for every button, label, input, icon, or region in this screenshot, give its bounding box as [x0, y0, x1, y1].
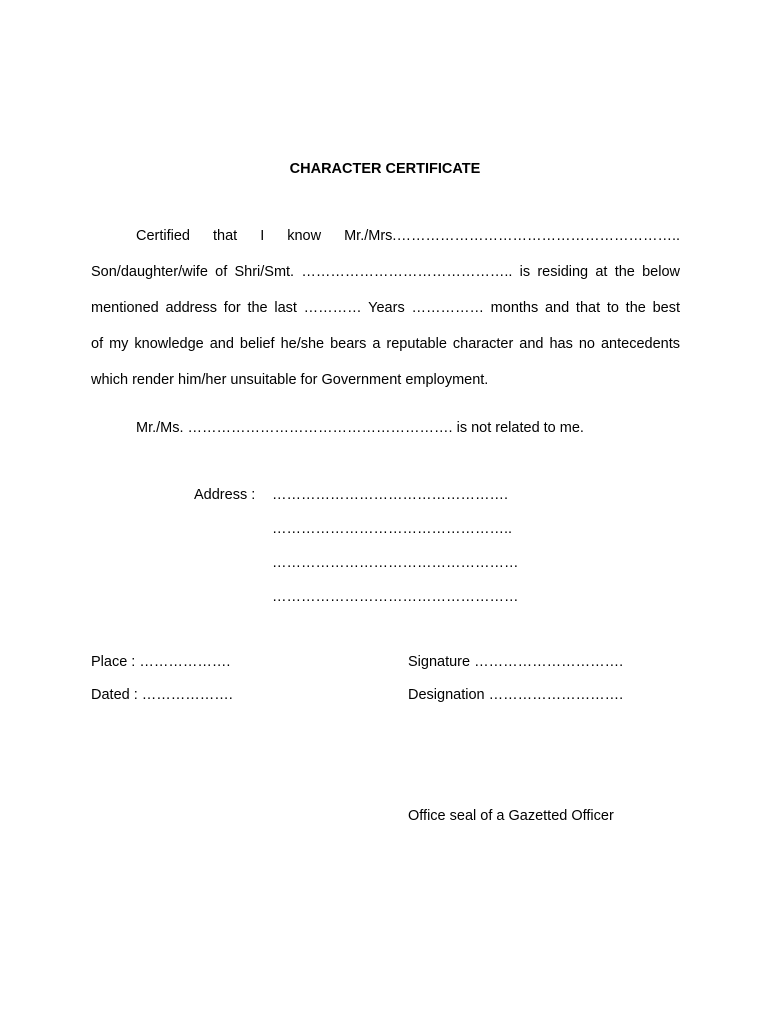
dated-field: Dated : ………………. — [91, 687, 233, 703]
document-title: CHARACTER CERTIFICATE — [289, 161, 481, 177]
body-line-2: Son/daughter/wife of Shri/Smt. …………………………………….. is residing at the below — [91, 264, 680, 280]
address-line-1: …………………………………………. — [272, 487, 509, 503]
designation-field: Designation ………………………. — [408, 687, 624, 703]
office-seal-label: Office seal of a Gazetted Officer — [408, 808, 614, 824]
signature-field: Signature …………………………. — [408, 654, 624, 670]
body-line-1: Certified that I know Mr./Mrs.………………………………………………….. — [136, 228, 680, 244]
place-field: Place : ………………. — [91, 654, 231, 670]
body-line-3: mentioned address for the last ………… Years …………… months and that to the best — [91, 300, 680, 316]
body-line-4: of my knowledge and belief he/she bears a reputable character and has no antecedents — [91, 336, 680, 352]
address-label: Address : — [194, 487, 256, 503]
address-line-3: …………………………………………… — [272, 555, 519, 571]
not-related-line: Mr./Ms. ………………………………………………. is not related to me. — [136, 420, 584, 436]
address-line-4: …………………………………………… — [272, 589, 519, 605]
address-line-2: ………………………………………….. — [272, 521, 513, 537]
body-line-5: which render him/her unsuitable for Government employment. — [91, 372, 489, 388]
